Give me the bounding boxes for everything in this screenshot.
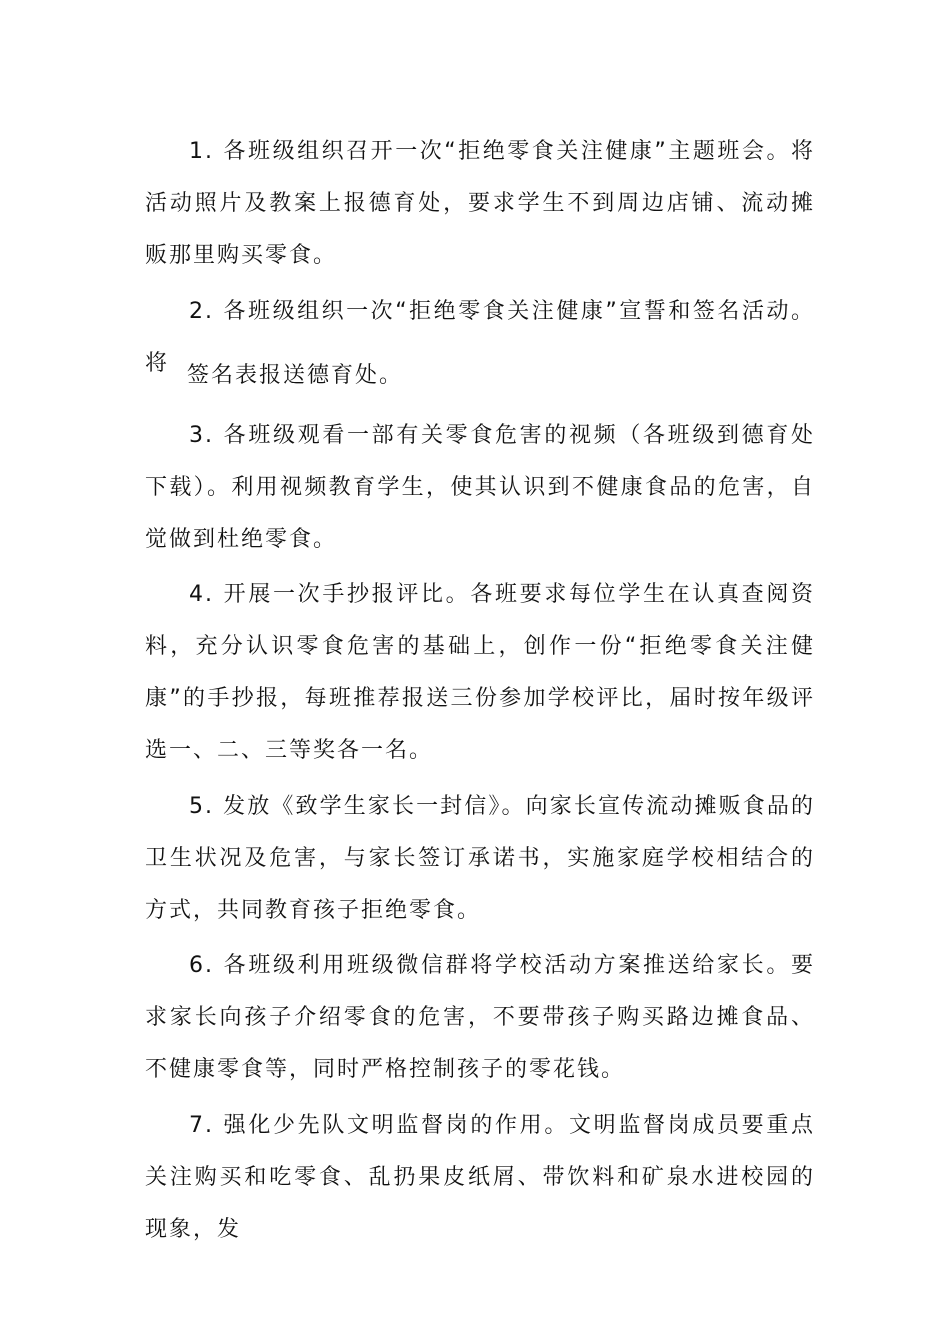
paragraph-item-5: 5. 发放《致学生家长一封信》。向家长宣传流动摊贩食品的卫生状况及危害，与家长签订承诺书，实施家庭学校相结合的方式，共同教育孩子拒绝零食。 [145, 794, 815, 923]
paragraph-item-1: 1. 各班级组织召开一次“拒绝零食关注健康”主题班会。将活动照片及教案上报德育处，要求学生不到周边店铺、流动摊贩那里购买零食。 [145, 139, 815, 268]
paragraph-item-6: 6. 各班级利用班级微信群将学校活动方案推送给家长。要求家长向孩子介绍零食的危害，不要带孩子购买路边摊食品、不健康零食等，同时严格控制孩子的零花钱。 [145, 953, 815, 1082]
paragraph-item-3: 3. 各班级观看一部有关零食危害的视频（各班级到德育处下载）。利用视频教育学生，使其认识到不健康食品的危害，自觉做到杜绝零食。 [145, 423, 815, 552]
paragraph-item-4: 4. 开展一次手抄报评比。各班要求每位学生在认真查阅资料，充分认识零食危害的基础上，创作一份“拒绝零食关注健康”的手抄报，每班推荐报送三份参加学校评比，届时按年级评选一、二、三等奖各一名。 [145, 582, 815, 763]
paragraph-item-2-continuation: 签名表报送德育处。 [187, 363, 404, 388]
paragraph-item-2: 2. 各班级组织一次“拒绝零食关注健康”宣誓和签名活动。将 [145, 299, 815, 376]
paragraph-item-7: 7. 强化少先队文明监督岗的作用。文明监督岗成员要重点关注购买和吃零食、乱扔果皮纸屑、带饮料和矿泉水进校园的现象，发 [145, 1113, 815, 1242]
